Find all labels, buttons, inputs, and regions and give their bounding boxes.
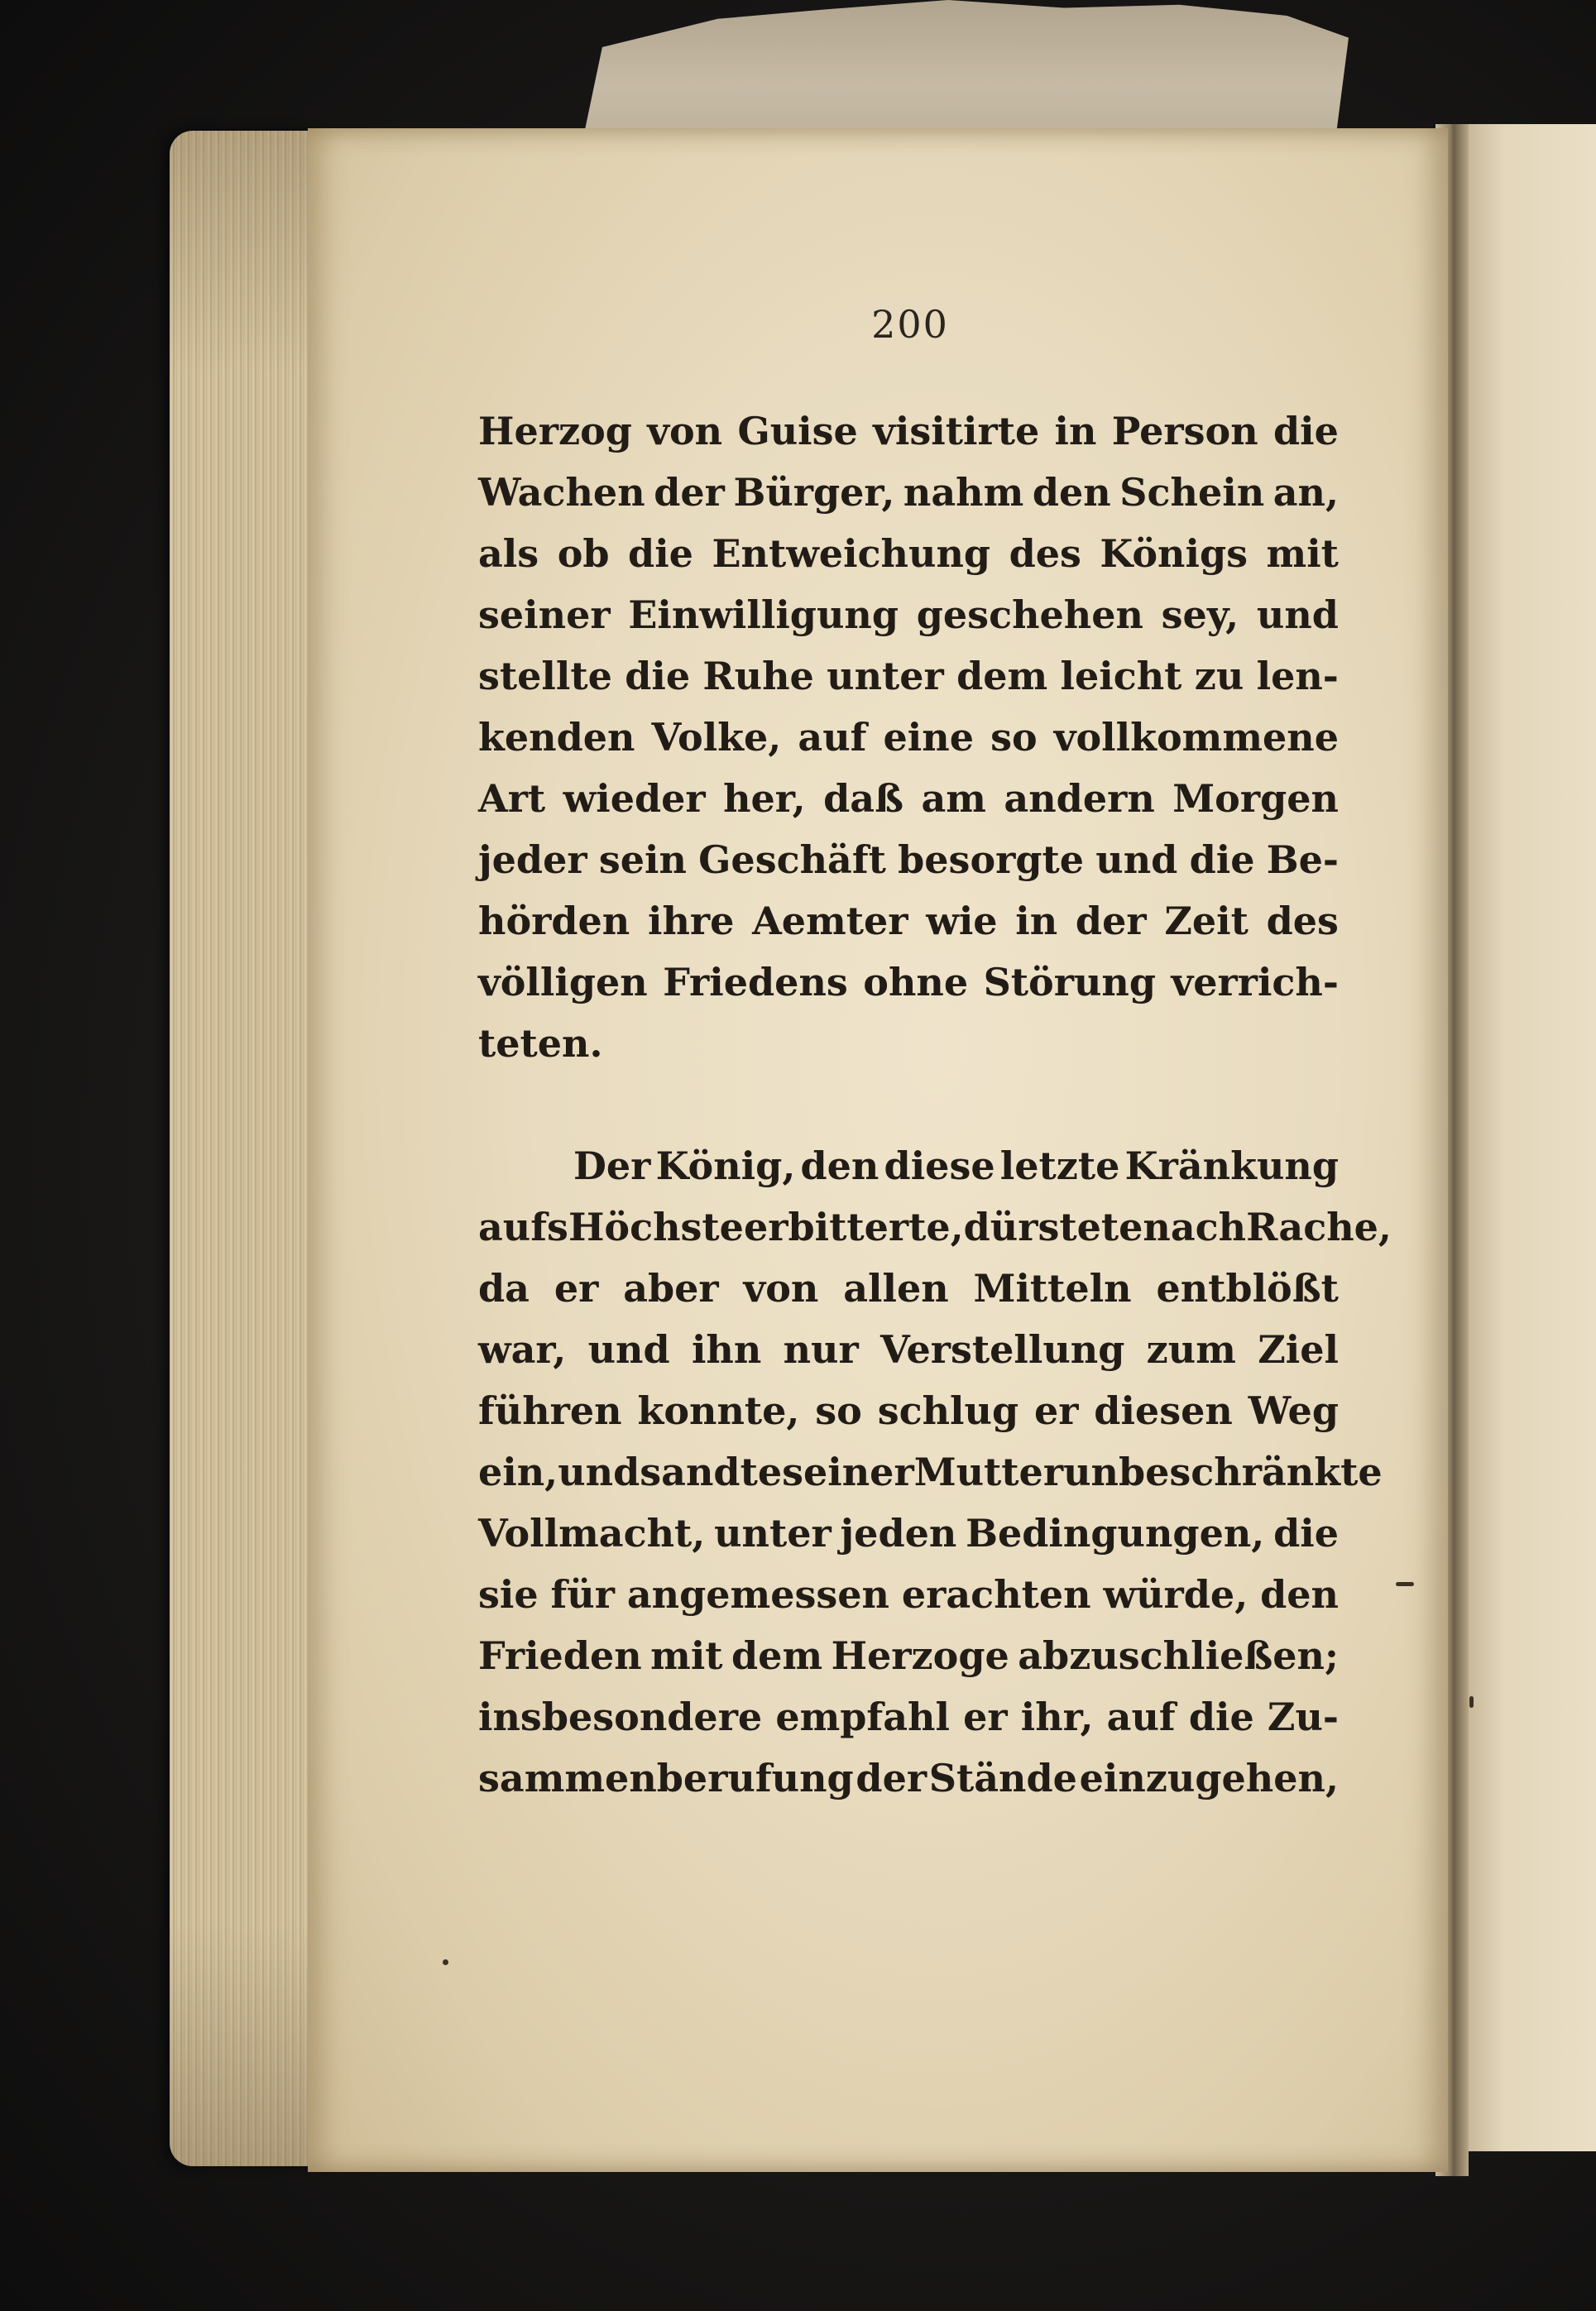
word: diese [884,1144,995,1188]
word: Zu- [1267,1695,1339,1739]
word: visitirte [873,409,1040,453]
text-line [478,523,1339,584]
text-line [478,1686,1339,1748]
text-line [478,462,1339,523]
text-line [478,1258,1339,1319]
word: allen [843,1266,949,1311]
word: verrich- [1171,960,1339,1004]
word: Einwilligung [628,592,899,637]
word: und [587,1327,670,1372]
word: seiner [782,1450,914,1494]
word: Ziel [1258,1327,1339,1372]
word: len- [1256,654,1339,698]
word: Kränkung [1124,1144,1339,1188]
word: ob [557,531,610,576]
word: mit [650,1633,723,1678]
page-edge-shading [170,131,323,2166]
word: jeden [840,1511,957,1556]
word: den [1032,470,1111,515]
text-line [478,1748,1339,1809]
text-line [478,1564,1339,1625]
word: völligen [478,960,648,1004]
text-line [478,584,1339,645]
word: Entweichung [712,531,991,576]
word: unter [827,654,944,698]
word: mit [1266,531,1339,576]
text-line [478,400,1339,462]
word: Be- [1266,837,1339,882]
word: und [558,1450,640,1494]
word: konnte, [637,1388,800,1433]
word: erbitterte, [743,1205,964,1249]
word: unbeschränkte [1063,1450,1383,1494]
word: erachten [901,1572,1091,1617]
word: den [1260,1572,1339,1617]
word: er [963,1695,1008,1739]
word: den [800,1144,879,1188]
word: sammenberufung [478,1756,854,1800]
word: einzugehen, [1079,1756,1339,1800]
word: Der [573,1144,651,1188]
word: stellte [478,654,612,698]
word: zum [1146,1327,1236,1372]
word: ohne [863,960,969,1004]
word: Volke, [651,715,782,760]
word: war, [478,1327,567,1372]
word: Rache, [1246,1205,1392,1249]
word: von [743,1266,819,1311]
facing-page [1455,124,1596,2151]
word: Vollmacht, [478,1511,706,1556]
word: die [1189,837,1255,882]
word: der [654,470,725,515]
ink-speck [1396,1582,1414,1586]
word: Königs [1100,531,1249,576]
word: die [1273,409,1339,453]
word: leicht [1060,654,1182,698]
word: letzte [999,1144,1120,1188]
word: Morgen [1172,776,1339,821]
word: Mitteln [973,1266,1132,1311]
word: Wachen [478,470,645,515]
text-line [478,707,1339,768]
word: von [647,409,723,453]
word: Friedens [663,960,848,1004]
word: Stände [928,1756,1077,1800]
word: in [1015,899,1058,943]
word: und [1256,592,1339,637]
word: ein, [478,1450,558,1494]
word: aufs [478,1205,568,1249]
word: nach [1143,1205,1247,1249]
word: auf [798,715,867,760]
word: die [625,654,691,698]
word: Art [478,776,546,821]
word: her, [723,776,806,821]
word: so [815,1388,862,1433]
word: sandte [640,1450,783,1494]
word: Aemter [752,899,908,943]
word: geschehen [916,592,1143,637]
text-line [478,1380,1339,1441]
word: an, [1272,470,1339,515]
word: entblößt [1156,1266,1339,1311]
word: Frieden [478,1633,642,1678]
word: so [990,715,1038,760]
text-line [478,1319,1339,1380]
word: Bürger, [733,470,895,515]
word: in [1054,409,1097,453]
text-line [478,952,1339,1013]
word: die [628,531,693,576]
word: am [921,776,986,821]
word: schlug [877,1388,1019,1433]
word: insbesondere [478,1695,763,1739]
word: Höchste [568,1205,744,1249]
word: des [1266,899,1339,943]
word: andern [1004,776,1155,821]
paragraph-2 [478,1135,1392,1809]
word: Schein [1119,470,1265,515]
text-line [478,1135,1339,1196]
word: Herzoge [831,1633,1009,1678]
word: empfahl [775,1695,950,1739]
word: Verstellung [880,1327,1125,1372]
word: Bedingungen, [966,1511,1265,1556]
word: dem [731,1633,823,1678]
word: wie [926,899,998,943]
word: dürstete [963,1205,1143,1249]
text-line [478,829,1339,890]
word: Ruhe [702,654,814,698]
word: Mutter [913,1450,1064,1494]
word: der [1075,899,1147,943]
word: teten. [478,1021,603,1066]
word: auf [1106,1695,1176,1739]
word: nur [783,1327,859,1372]
word: und [1095,837,1178,882]
word: Person [1111,409,1258,453]
word: besorgte [898,837,1085,882]
word: ihn [691,1327,762,1372]
word: sein [598,837,687,882]
word: Zeit [1164,899,1249,943]
word: führen [478,1388,622,1433]
word: jeder [478,837,587,882]
word: zu [1194,654,1244,698]
word: angemessen [626,1572,889,1617]
word: dem [956,654,1048,698]
word: für [550,1572,615,1617]
word: Guise [737,409,858,453]
word: König, [655,1144,796,1188]
word: hörden [478,899,630,943]
word: wieder [563,776,706,821]
word: Weg [1248,1388,1339,1433]
word: als [478,531,539,576]
word: würde, [1103,1572,1249,1617]
page-number: 200 [871,302,949,347]
word: die [1273,1511,1339,1556]
word: daß [823,776,904,821]
word: sie [478,1572,539,1617]
word: Geschäft [698,837,886,882]
text-line [478,1441,1383,1503]
word: nahm [903,470,1024,515]
word: diesen [1094,1388,1233,1433]
word: Störung [983,960,1157,1004]
text-line [478,1625,1339,1686]
text-line [478,890,1339,952]
word: da [478,1266,530,1311]
word: ihr, [1020,1695,1094,1739]
word: sey, [1161,592,1239,637]
word: unter [714,1511,832,1556]
ink-speck [1469,1696,1474,1708]
word: der [856,1756,927,1800]
text-line [478,1196,1392,1258]
word: seiner [478,592,611,637]
word: eine [883,715,974,760]
text-line [478,1503,1339,1564]
word: Herzog [478,409,632,453]
word: aber [623,1266,719,1311]
word: des [1009,531,1081,576]
ink-speck [443,1959,448,1965]
word: er [1033,1388,1079,1433]
text-line [478,1013,1339,1074]
word: vollkommene [1053,715,1339,760]
word: er [554,1266,599,1311]
paragraph-1 [478,400,1339,1074]
word: abzuschließen; [1018,1633,1339,1678]
word: die [1188,1695,1254,1739]
word: kenden [478,715,635,760]
word: ihre [647,899,735,943]
text-line [478,645,1339,707]
text-line [478,768,1339,829]
